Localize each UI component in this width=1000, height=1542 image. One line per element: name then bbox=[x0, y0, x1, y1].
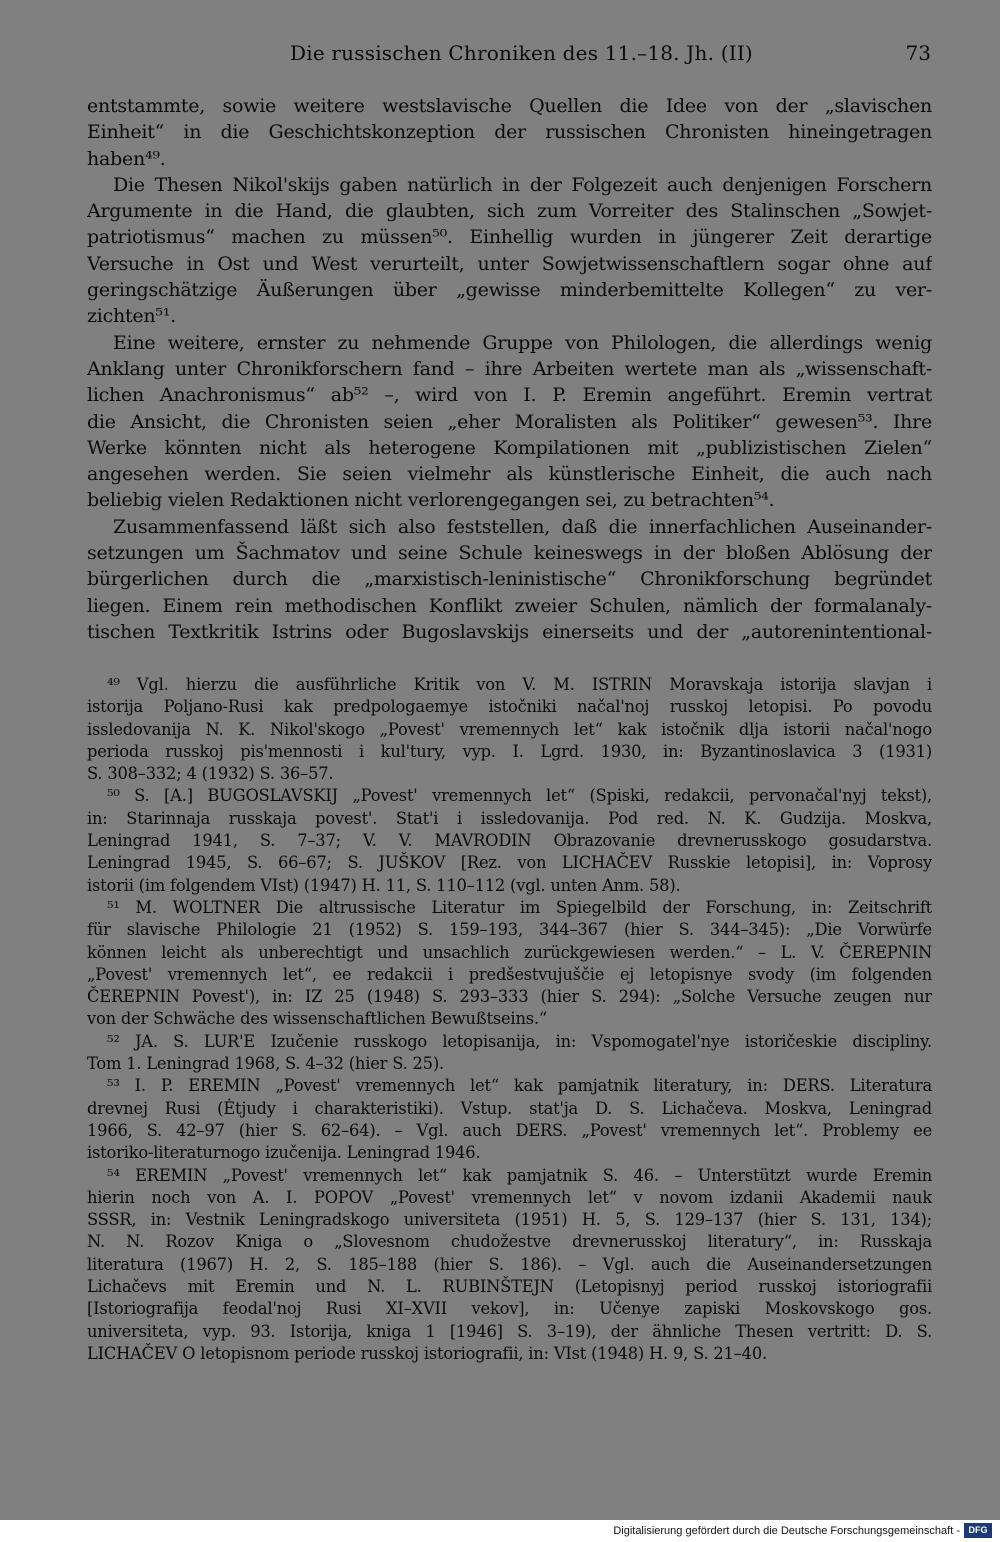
body-text bbox=[87, 93, 932, 645]
footnote-line: N. N. Rozov Kniga o „Slovesnom chudožestve drevnerusskoj literatury“, in: Russkaja bbox=[87, 1232, 932, 1252]
running-title: Die russischen Chroniken des 11.–18. Jh. (II) bbox=[290, 41, 753, 65]
footnote-line: für slavische Philologie 21 (1952) S. 159–193, 344–367 (hier S. 344–345): „Die Vorwürfe bbox=[87, 920, 932, 940]
body-line: zichten⁵¹. bbox=[87, 305, 176, 328]
footnote-line: Lichačevs mit Eremin und N. L. RUBINŠTEJN (Letopisnyj period russkoj istoriografii bbox=[87, 1277, 932, 1297]
footnote-line: istorii (im folgendem VIst) (1947) H. 11, S. 110–112 (vgl. unten Anm. 58). bbox=[87, 875, 681, 895]
body-line: haben⁴⁹. bbox=[87, 147, 166, 170]
digitization-credit: Digitalisierung gefördert durch die Deutsche Forschungsgemeinschaft - bbox=[613, 1525, 960, 1537]
footnote-line: S. 308–332; 4 (1932) S. 36–57. bbox=[87, 764, 334, 784]
body-line: Einheit“ in die Geschichtskonzeption der russischen Chronisten hineingetragen bbox=[87, 121, 932, 144]
footnote-line: istoriko-literaturnogo izučenija. Leningrad 1946. bbox=[87, 1143, 481, 1163]
footnote-line: perioda russkoj pis'mennosti i kul'tury, vyp. I. Lgrd. 1930, in: Byzantinoslavica 3 (1931) bbox=[87, 741, 932, 761]
body-line: Die Thesen Nikol'skijs gaben natürlich in der Folgezeit auch denjenigen Forschern bbox=[113, 173, 932, 196]
footnote-line: drevnej Rusi (Ėtjudy i charakteristiki). Vstup. stat'ja D. S. Lichačeva. Moskva, Leningrad bbox=[87, 1098, 932, 1118]
footnote-line: ⁵³ I. P. EREMIN „Povest' vremennych let“ kak pamjatnik literatury, in: DERS. Literatura bbox=[107, 1076, 932, 1096]
footnote-line: ⁵⁰ S. [A.] BUGOSLAVSKIJ „Povest' vremennych let“ (Spiski, redakcii, pervonačal'nyj tekst), bbox=[107, 786, 932, 806]
body-line: tischen Textkritik Istrins oder Bugoslavskijs einerseits und der „autorenintentional- bbox=[87, 620, 932, 643]
footnote-line: in: Starinnaja russkaja povest'. Stat'i i issledovanija. Pod red. N. K. Gudzija. Moskva, bbox=[87, 808, 932, 828]
footnote-line: universiteta, vyp. 93. Istorija, kniga 1 [1946] S. 3–19), der ähnliche Thesen vertritt: D. S. bbox=[87, 1321, 932, 1341]
footnote-line: LICHAČEV O letopisnom periode russkoj istoriografii, in: VIst (1948) H. 9, S. 21–40. bbox=[87, 1343, 767, 1363]
footnote-line: hierin noch von A. I. POPOV „Povest' vremennych let“ v novom izdanii Akademii nauk bbox=[87, 1187, 932, 1207]
body-line: die Ansicht, die Chronisten seien „eher Moralisten als Politiker“ gewesen⁵³. Ihre bbox=[87, 410, 932, 433]
footnote-line: von der Schwäche des wissenschaftlichen Bewußtseins.“ bbox=[87, 1009, 547, 1029]
body-line: patriotismus“ machen zu müssen⁵⁰. Einhellig wurden in jüngerer Zeit derartige bbox=[87, 226, 932, 249]
footnote-line: SSSR, in: Vestnik Leningradskogo universiteta (1951) H. 5, S. 129–137 (hier S. 131, 134); bbox=[87, 1210, 932, 1230]
footnote-line: Tom 1. Leningrad 1968, S. 4–32 (hier S. 25). bbox=[87, 1054, 444, 1074]
footnote-line: ČEREPNIN Povest'), in: IZ 25 (1948) S. 293–333 (hier S. 294): „Solche Versuche zeugen nur bbox=[87, 987, 932, 1007]
footnote-line: 1966, S. 42–97 (hier S. 62–64). – Vgl. auch DERS. „Povest' vremennych let“. Problemy ee bbox=[87, 1120, 932, 1140]
page-number: 73 bbox=[905, 41, 931, 65]
body-line: bürgerlichen durch die „marxistisch-leninistische“ Chronikforschung begründet bbox=[87, 568, 932, 591]
footnote-line: [Istoriografija feodal'noj Rusi XI–XVII vekov], in: Učenye zapiski Moskovskogo gos. bbox=[87, 1299, 932, 1319]
footnote-line: issledovanija N. K. Nikol'skogo „Povest' vremennych let“ kak istočnik dlja istorii načal'nogo bbox=[87, 719, 932, 739]
body-line: angesehen werden. Sie seien vielmehr als künstlerische Einheit, die auch nach bbox=[87, 463, 932, 486]
body-line: beliebig vielen Redaktionen nicht verlorengegangen sei, zu betrachten⁵⁴. bbox=[87, 489, 775, 512]
footnote-line: ⁵⁴ EREMIN „Povest' vremennych let“ kak pamjatnik S. 46. – Unterstützt wurde Eremin bbox=[107, 1165, 932, 1185]
body-line: entstammte, sowie weitere westslavische Quellen die Idee von der „slavischen bbox=[87, 95, 932, 117]
body-line: Eine weitere, ernster zu nehmende Gruppe von Philologen, die allerdings wenig bbox=[113, 331, 932, 354]
body-line: setzungen um Šachmatov und seine Schule keineswegs in der bloßen Ablösung der bbox=[87, 542, 932, 565]
footnote-line: können leicht als unberechtigt und unsachlich zurückgewiesen werden.“ – L. V. ČEREPNIN bbox=[87, 942, 932, 962]
footnote-line: „Povest' vremennych let“, ee redakcii i predšestvujuščie ej letopisnye svody (im folgenden bbox=[87, 964, 932, 984]
body-line: Werke könnten nicht als heterogene Kompilationen mit „publizistischen Zielen“ bbox=[87, 436, 932, 459]
body-line: Anklang unter Chronikforschern fand – ihre Arbeiten wertete man als „wissenschaft- bbox=[87, 357, 932, 380]
digitization-credit-bar bbox=[0, 1520, 1000, 1542]
body-line: geringschätzige Äußerungen über „gewisse minderbemittelte Kollegen“ zu ver- bbox=[87, 279, 932, 302]
footnote-line: Leningrad 1941, S. 7–37; V. V. MAVRODIN Obrazovanie drevnerusskogo gosudarstva. bbox=[87, 831, 932, 851]
body-line: Zusammenfassend läßt sich also feststellen, daß die innerfachlichen Auseinander- bbox=[113, 515, 932, 538]
body-line: Argumente in die Hand, die glaubten, sich zum Vorreiter des Stalinschen „Sowjet- bbox=[87, 200, 932, 223]
footnote-line: ⁵¹ M. WOLTNER Die altrussische Literatur im Spiegelbild der Forschung, in: Zeitschrift bbox=[107, 897, 932, 917]
body-line: lichen Anachronismus“ ab⁵² –, wird von I. P. Eremin angeführt. Eremin vertrat bbox=[87, 384, 932, 407]
footnote-line: literatura (1967) H. 2, S. 185–188 (hier S. 186). – Vgl. auch die Auseinandersetzungen bbox=[87, 1254, 932, 1274]
footnotes bbox=[87, 674, 932, 1365]
footnote-line: ⁴⁹ Vgl. hierzu die ausführliche Kritik von V. M. ISTRIN Moravskaja istorija slavjan i bbox=[107, 675, 932, 694]
body-line: liegen. Einem rein methodischen Konflikt zweier Schulen, nämlich der formalanaly- bbox=[87, 594, 932, 617]
footnote-line: istorija Poljano-Rusi kak predpologaemye istočniki načal'noj russkoj letopisi. Po povodu bbox=[87, 697, 932, 717]
body-line: Versuche in Ost und West verurteilt, unter Sowjetwissenschaftlern sogar ohne auf bbox=[87, 252, 932, 275]
dfg-logo: DFG bbox=[964, 1523, 992, 1538]
footnote-line: Leningrad 1945, S. 66–67; S. JUŠKOV [Rez. von LICHAČEV Russkie letopisi], in: Voprosy bbox=[87, 853, 932, 873]
footnote-line: ⁵² JA. S. LUR'E Izučenie russkogo letopisanija, in: Vspomogatel'nye istoričeskie discipliny. bbox=[107, 1031, 932, 1051]
